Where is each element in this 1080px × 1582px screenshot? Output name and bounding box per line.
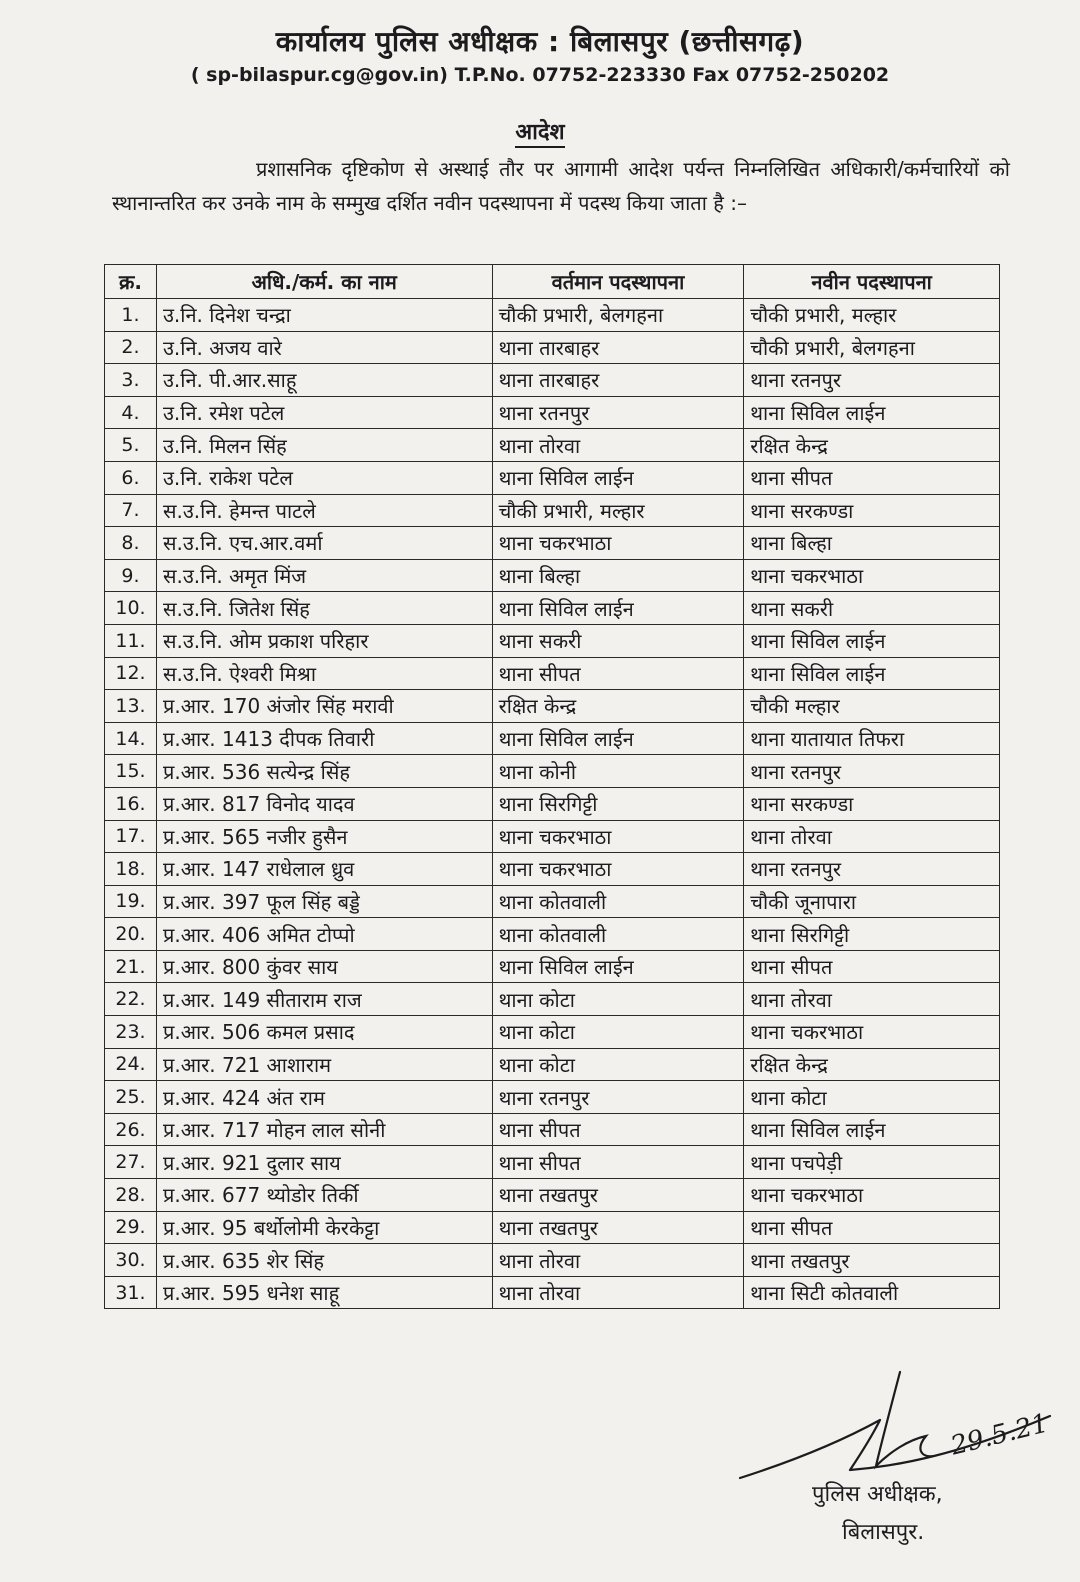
table-row [105,364,1000,397]
new-posting-cell: थाना सिविल लाईन [744,657,1000,690]
serial-cell: 4. [105,396,157,429]
current-posting-cell: चौकी प्रभारी, मल्हार [492,494,744,527]
current-posting-cell: थाना सीपत [492,1113,744,1146]
current-posting-cell: थाना बिल्हा [492,559,744,592]
serial-cell: 30. [105,1244,157,1277]
table-row [105,950,1000,983]
new-posting-cell: थाना सीपत [744,461,1000,494]
name-cell: स.उ.नि. एच.आर.वर्मा [156,527,492,560]
table-row [105,624,1000,657]
table-body [105,299,1000,1309]
current-posting-cell: थाना रतनपुर [492,396,744,429]
new-posting-cell: थाना सिविल लाईन [744,1113,1000,1146]
table-row [105,1081,1000,1114]
name-cell: स.उ.नि. जितेश सिंह [156,592,492,625]
new-posting-cell: थाना सीपत [744,1211,1000,1244]
serial-cell: 27. [105,1146,157,1179]
new-posting-cell: थाना बिल्हा [744,527,1000,560]
serial-cell: 21. [105,950,157,983]
table-row [105,1146,1000,1179]
name-cell: स.उ.नि. अमृत मिंज [156,559,492,592]
table-row [105,690,1000,723]
serial-cell: 19. [105,885,157,918]
name-cell: स.उ.नि. ओम प्रकाश परिहार [156,624,492,657]
serial-cell: 11. [105,624,157,657]
new-posting-cell: थाना सिटी कोतवाली [744,1276,1000,1309]
serial-cell: 2. [105,331,157,364]
serial-cell: 7. [105,494,157,527]
new-posting-cell: थाना कोटा [744,1081,1000,1114]
new-posting-cell: थाना रतनपुर [744,755,1000,788]
table-row [105,429,1000,462]
table-row [105,461,1000,494]
serial-cell: 6. [105,461,157,494]
header-current-posting: वर्तमान पदस्थापना [492,265,744,299]
new-posting-cell: चौकी प्रभारी, मल्हार [744,299,1000,332]
table-row [105,559,1000,592]
new-posting-cell: थाना रतनपुर [744,853,1000,886]
serial-cell: 31. [105,1276,157,1309]
new-posting-cell: चौकी प्रभारी, बेलगहना [744,331,1000,364]
new-posting-cell: थाना तोरवा [744,983,1000,1016]
name-cell: प्र.आर. 677 थ्योडोर तिर्की [156,1179,492,1212]
order-heading [0,116,1080,146]
new-posting-cell: थाना पचपेड़ी [744,1146,1000,1179]
new-posting-cell: थाना चकरभाठा [744,559,1000,592]
table-row [105,1113,1000,1146]
serial-cell: 28. [105,1179,157,1212]
current-posting-cell: थाना कोनी [492,755,744,788]
name-cell: प्र.आर. 147 राधेलाल ध्रुव [156,853,492,886]
current-posting-cell: थाना रतनपुर [492,1081,744,1114]
new-posting-cell: रक्षित केन्द्र [744,1048,1000,1081]
office-title: कार्यालय पुलिस अधीक्षक : बिलासपुर (छत्तीसगढ़) [275,25,805,58]
current-posting-cell: थाना सीपत [492,657,744,690]
order-body [112,152,1010,220]
new-posting-cell: चौकी जूनापारा [744,885,1000,918]
table-row [105,1048,1000,1081]
current-posting-cell: थाना तोरवा [492,429,744,462]
transfer-table [104,264,1000,1309]
name-cell: प्र.आर. 817 विनोद यादव [156,787,492,820]
table-row [105,755,1000,788]
name-cell: प्र.आर. 1413 दीपक तिवारी [156,722,492,755]
table-row [105,592,1000,625]
table-row [105,494,1000,527]
new-posting-cell: थाना चकरभाठा [744,1016,1000,1049]
name-cell: प्र.आर. 397 फूल सिंह बड्डे [156,885,492,918]
new-posting-cell: थाना तखतपुर [744,1244,1000,1277]
serial-cell: 1. [105,299,157,332]
serial-cell: 10. [105,592,157,625]
current-posting-cell: थाना सिविल लाईन [492,722,744,755]
name-cell: उ.नि. राकेश पटेल [156,461,492,494]
name-cell: उ.नि. दिनेश चन्द्रा [156,299,492,332]
current-posting-cell: थाना तारबाहर [492,364,744,397]
table-row [105,853,1000,886]
serial-cell: 9. [105,559,157,592]
serial-cell: 3. [105,364,157,397]
current-posting-cell: थाना चकरभाठा [492,853,744,886]
order-heading-text: आदेश [515,120,564,148]
serial-cell: 25. [105,1081,157,1114]
name-cell: स.उ.नि. ऐश्वरी मिश्रा [156,657,492,690]
serial-cell: 8. [105,527,157,560]
signatory-place: बिलासपुर. [842,1520,925,1545]
signatory-designation: पुलिस अधीक्षक, [812,1482,943,1507]
current-posting-cell: थाना सीपत [492,1146,744,1179]
serial-cell: 24. [105,1048,157,1081]
name-cell: प्र.आर. 635 शेर सिंह [156,1244,492,1277]
new-posting-cell: थाना सरकण्डा [744,787,1000,820]
table-row [105,396,1000,429]
new-posting-cell: थाना सकरी [744,592,1000,625]
serial-cell: 18. [105,853,157,886]
name-cell: प्र.आर. 921 दुलार साय [156,1146,492,1179]
serial-cell: 17. [105,820,157,853]
serial-cell: 16. [105,787,157,820]
table-row [105,983,1000,1016]
new-posting-cell: थाना सीपत [744,950,1000,983]
header-serial: क्र. [105,265,157,299]
current-posting-cell: थाना चकरभाठा [492,527,744,560]
current-posting-cell: थाना तखतपुर [492,1179,744,1212]
new-posting-cell: थाना तोरवा [744,820,1000,853]
new-posting-cell: थाना रतनपुर [744,364,1000,397]
table-row [105,1016,1000,1049]
header-new-posting: नवीन पदस्थापना [744,265,1000,299]
new-posting-cell: थाना सरकण्डा [744,494,1000,527]
name-cell: प्र.आर. 800 कुंवर साय [156,950,492,983]
serial-cell: 5. [105,429,157,462]
new-posting-cell: थाना यातायात तिफरा [744,722,1000,755]
current-posting-cell: रक्षित केन्द्र [492,690,744,723]
name-cell: स.उ.नि. हेमन्त पाटले [156,494,492,527]
current-posting-cell: थाना कोतवाली [492,918,744,951]
order-body-text: प्रशासनिक दृष्टिकोण से अस्थाई तौर पर आगामी आदेश पर्यन्त निम्नलिखित अधिकारी/कर्मचारियों को स्थानान्तरित कर उनके नाम के सम्मुख दर्शित नवीन पदस्थापना में पदस्थ किया जाता है :– [112,157,1010,215]
name-cell: प्र.आर. 149 सीताराम राज [156,983,492,1016]
name-cell: प्र.आर. 565 नजीर हुसैन [156,820,492,853]
current-posting-cell: थाना तोरवा [492,1276,744,1309]
name-cell: प्र.आर. 406 अमित टोप्पो [156,918,492,951]
serial-cell: 23. [105,1016,157,1049]
table-row [105,1211,1000,1244]
name-cell: प्र.आर. 424 अंत राम [156,1081,492,1114]
table-row [105,918,1000,951]
name-cell: प्र.आर. 95 बर्थोलोमी केरकेट्टा [156,1211,492,1244]
new-posting-cell: रक्षित केन्द्र [744,429,1000,462]
serial-cell: 12. [105,657,157,690]
serial-cell: 14. [105,722,157,755]
table-row [105,1244,1000,1277]
name-cell: प्र.आर. 717 मोहन लाल सोनी [156,1113,492,1146]
table-row [105,527,1000,560]
serial-cell: 15. [105,755,157,788]
table-row [105,885,1000,918]
name-cell: प्र.आर. 506 कमल प्रसाद [156,1016,492,1049]
serial-cell: 22. [105,983,157,1016]
current-posting-cell: थाना सिविल लाईन [492,950,744,983]
current-posting-cell: थाना तोरवा [492,1244,744,1277]
signature-date: 29.5.21 [947,1408,1052,1462]
current-posting-cell: थाना तखतपुर [492,1211,744,1244]
new-posting-cell: थाना सिविल लाईन [744,624,1000,657]
header-name: अधि./कर्म. का नाम [156,265,492,299]
current-posting-cell: थाना कोटा [492,983,744,1016]
new-posting-cell: थाना सिरगिट्टी [744,918,1000,951]
table-row [105,299,1000,332]
table-row [105,657,1000,690]
table-row [105,820,1000,853]
new-posting-cell: थाना सिविल लाईन [744,396,1000,429]
current-posting-cell: थाना सकरी [492,624,744,657]
current-posting-cell: चौकी प्रभारी, बेलगहना [492,299,744,332]
current-posting-cell: थाना तारबाहर [492,331,744,364]
office-contact: ( sp-bilaspur.cg@gov.in) T.P.No. 07752-223330 Fax 07752-250202 [190,64,890,86]
name-cell: प्र.आर. 536 सत्येन्द्र सिंह [156,755,492,788]
current-posting-cell: थाना चकरभाठा [492,820,744,853]
name-cell: प्र.आर. 170 अंजोर सिंह मरावी [156,690,492,723]
new-posting-cell: चौकी मल्हार [744,690,1000,723]
table-row [105,787,1000,820]
current-posting-cell: थाना कोतवाली [492,885,744,918]
serial-cell: 29. [105,1211,157,1244]
name-cell: उ.नि. मिलन सिंह [156,429,492,462]
table-row [105,722,1000,755]
serial-cell: 20. [105,918,157,951]
current-posting-cell: थाना सिविल लाईन [492,461,744,494]
table-row [105,1276,1000,1309]
name-cell: उ.नि. रमेश पटेल [156,396,492,429]
current-posting-cell: थाना सिविल लाईन [492,592,744,625]
current-posting-cell: थाना कोटा [492,1048,744,1081]
current-posting-cell: थाना कोटा [492,1016,744,1049]
table-header-row [105,265,1000,299]
name-cell: प्र.आर. 721 आशाराम [156,1048,492,1081]
name-cell: उ.नि. पी.आर.साहू [156,364,492,397]
serial-cell: 26. [105,1113,157,1146]
new-posting-cell: थाना चकरभाठा [744,1179,1000,1212]
current-posting-cell: थाना सिरगिट्टी [492,787,744,820]
name-cell: प्र.आर. 595 धनेश साहू [156,1276,492,1309]
serial-cell: 13. [105,690,157,723]
table-row [105,331,1000,364]
table-row [105,1179,1000,1212]
name-cell: उ.नि. अजय वारे [156,331,492,364]
